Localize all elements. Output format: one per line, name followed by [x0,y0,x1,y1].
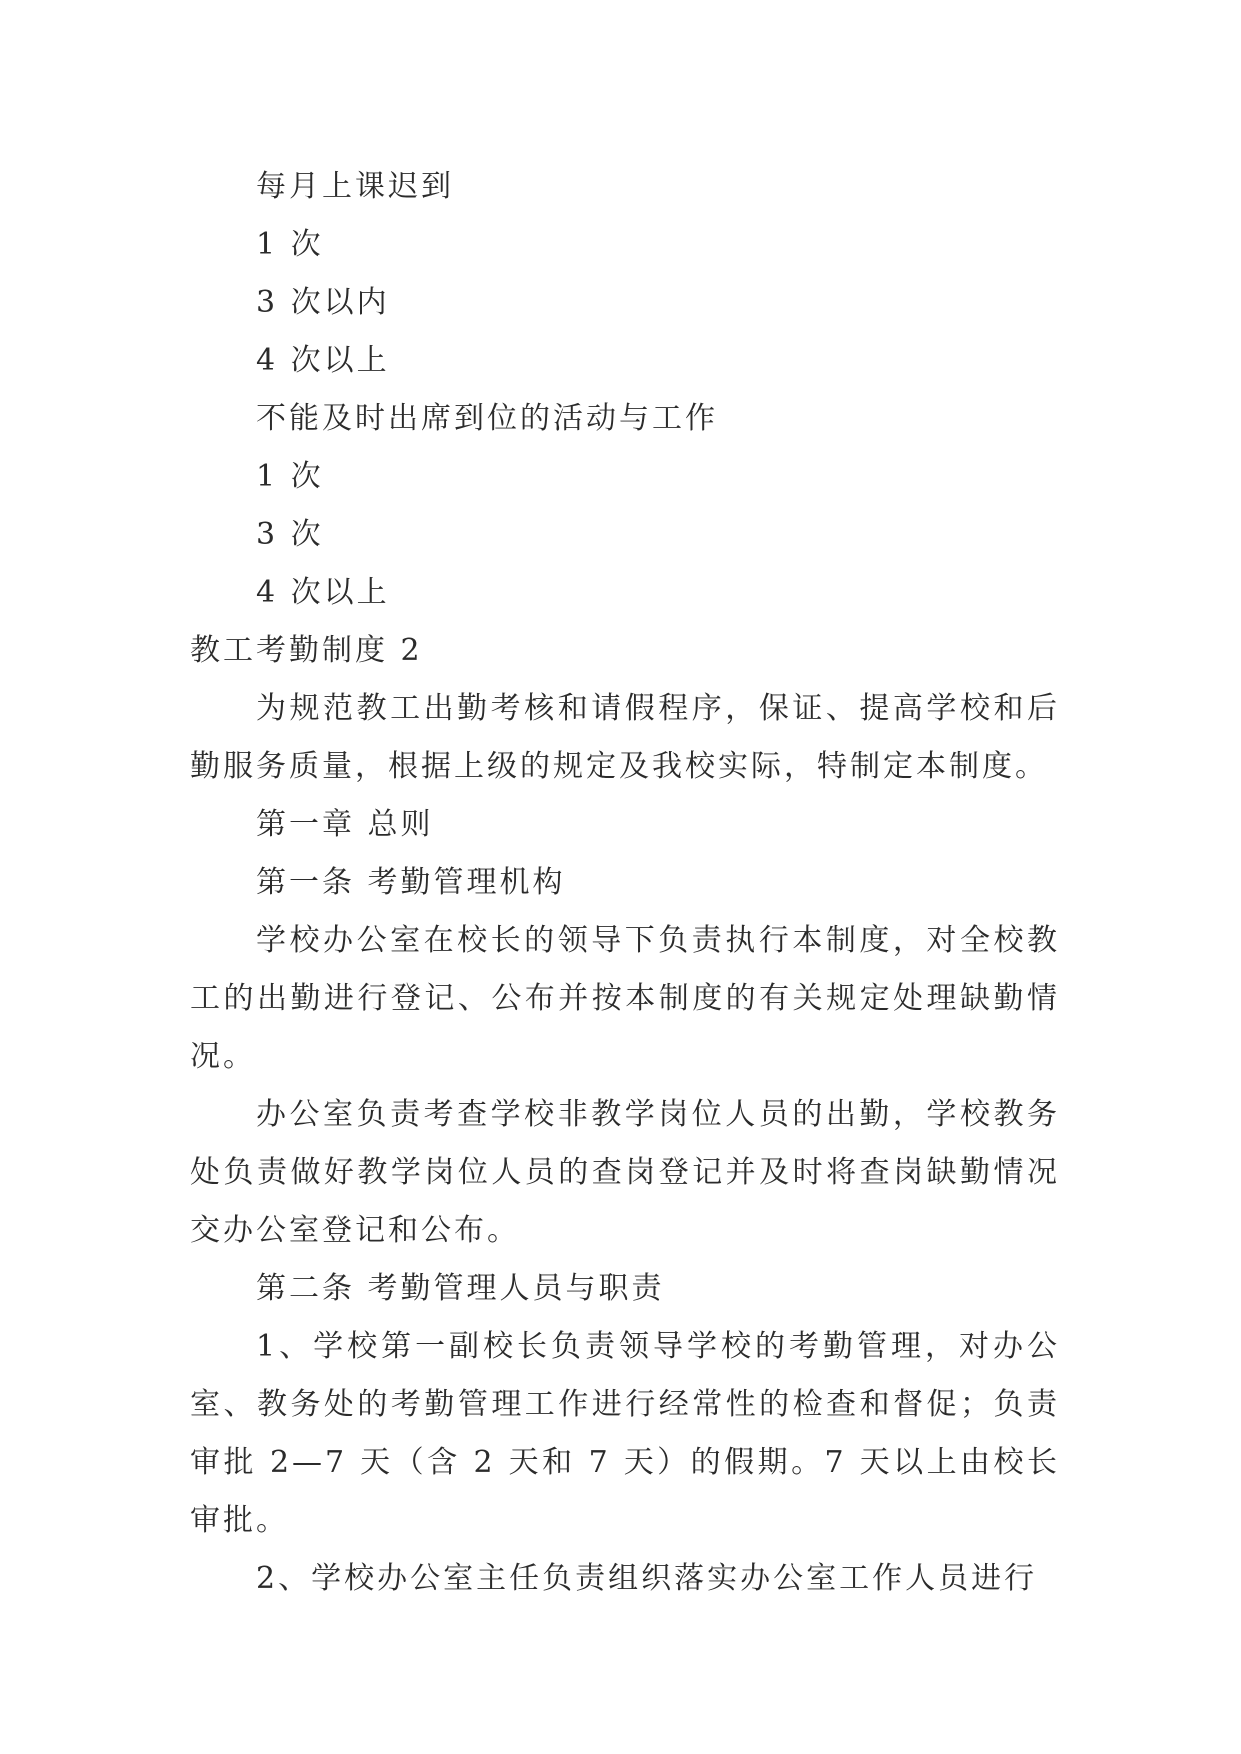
article-heading: 第二条 考勤管理人员与职责 [256,1271,665,1306]
chapter-heading: 第一章 总则 [256,807,434,842]
late-item: 4 次以上 [256,343,390,378]
document-body [190,158,1060,1608]
article-paragraph: 2、学校办公室主任负责组织落实办公室工作人员进行 [256,1561,1038,1596]
article-paragraph: 1、学校第一副校长负责领导学校的考勤管理，对办公室、教务处的考勤管理工作进行经常性的检查和督促；负责审批 2—7 天（含 2 天和 7 天）的假期。7 天以上由校长审批。 [190,1329,1060,1538]
late-heading: 每月上课迟到 [256,169,454,204]
article-paragraph: 办公室负责考查学校非教学岗位人员的出勤，学校教务处负责做好教学岗位人员的查岗登记并及时将查岗缺勤情况交办公室登记和公布。 [190,1097,1060,1248]
absence-item: 4 次以上 [256,575,390,610]
absence-item: 1 次 [256,459,324,494]
article-heading: 第一条 考勤管理机构 [256,865,566,900]
late-item: 3 次以内 [256,285,390,320]
article-paragraph: 学校办公室在校长的领导下负责执行本制度，对全校教工的出勤进行登记、公布并按本制度的有关规定处理缺勤情况。 [190,923,1060,1074]
late-item: 1 次 [256,227,324,262]
document-title: 教工考勤制度 2 [190,633,423,668]
intro-paragraph: 为规范教工出勤考核和请假程序，保证、提高学校和后勤服务质量，根据上级的规定及我校实际，特制定本制度。 [190,691,1060,784]
absence-heading: 不能及时出席到位的活动与工作 [256,401,718,436]
absence-item: 3 次 [256,517,324,552]
